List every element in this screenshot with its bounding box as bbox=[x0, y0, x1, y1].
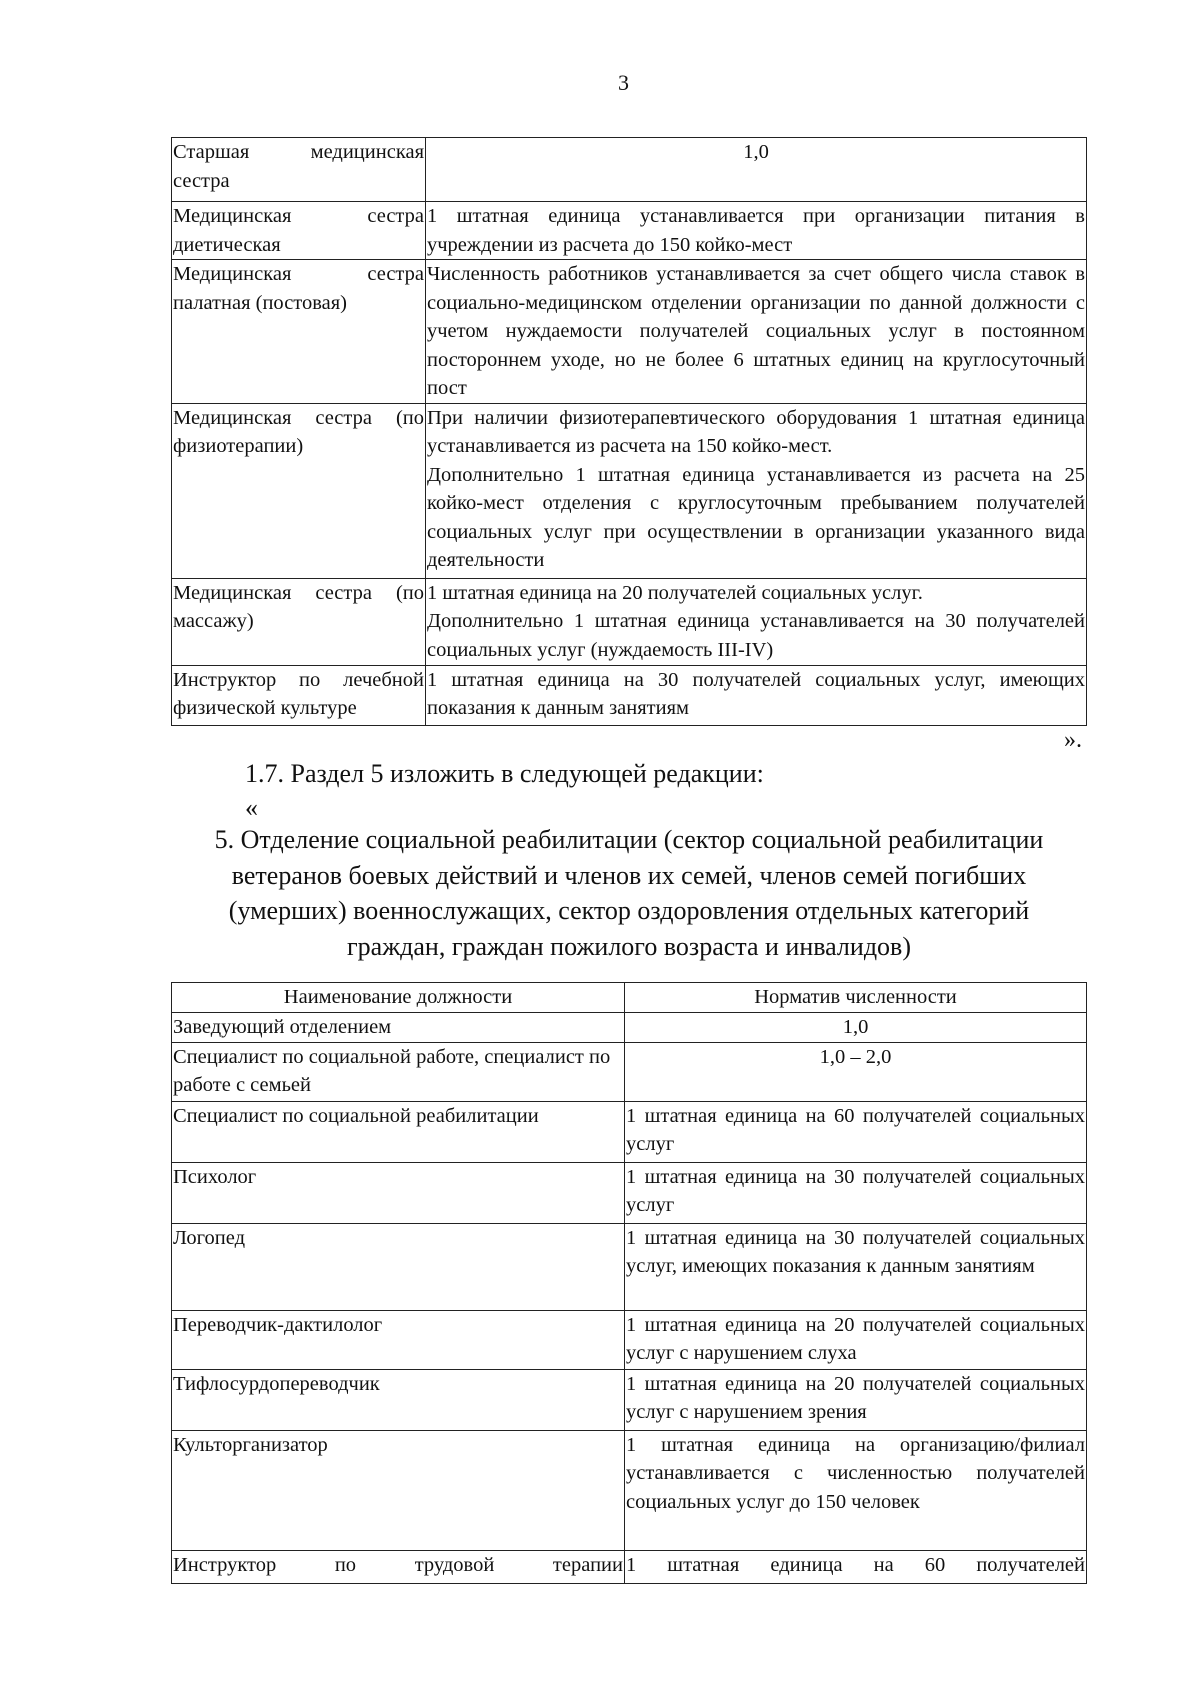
table-row bbox=[172, 260, 1087, 404]
table-header-row bbox=[172, 983, 1087, 1013]
norm-cell: 1,0 – 2,0 bbox=[625, 1042, 1087, 1101]
norm-cell bbox=[426, 578, 1087, 665]
table-row bbox=[172, 1042, 1087, 1101]
norm-cell: 1 штатная единица на 30 получателей социальных услуг, имеющих показания к данным занятиям bbox=[426, 665, 1087, 725]
table-row bbox=[172, 578, 1087, 665]
norm-cell: 1 штатная единица на 30 получателей социальных услуг bbox=[625, 1162, 1087, 1223]
norm-cell: 1 штатная единица на организацию/филиал устанавливается с численностью получателей социальных услуг до 150 человек bbox=[625, 1430, 1087, 1550]
norm-cell: 1,0 bbox=[625, 1012, 1087, 1042]
position-cell: Тифлосурдопереводчик bbox=[172, 1369, 625, 1430]
position-cell: Культорганизатор bbox=[172, 1430, 625, 1550]
norm-cell: 1 штатная единица на 30 получателей социальных услуг, имеющих показания к данным занятиям bbox=[625, 1223, 1087, 1310]
position-cell: Медицинская сестра (по массажу) bbox=[172, 578, 426, 665]
table-row bbox=[172, 1101, 1087, 1162]
position-cell: Медицинская сестра (по физиотерапии) bbox=[172, 403, 426, 578]
norm-text-additional: Дополнительно 1 штатная единица устанавливается из расчета на 25 койко-мест отделения с круглосуточным пребыванием получателей социальных услуг при осуществлении в организации указанного вида деятельности bbox=[427, 463, 1085, 571]
norm-cell: 1 штатная единица устанавливается при организации питания в учреждении из расчета до 150 койко-мест bbox=[426, 202, 1087, 260]
table-row bbox=[172, 1369, 1087, 1430]
norm-cell: 1 штатная единица на 20 получателей социальных услуг с нарушением слуха bbox=[625, 1310, 1087, 1369]
staffing-table-medical bbox=[171, 137, 1087, 726]
position-cell: Старшая медицинская сестра bbox=[172, 138, 426, 202]
position-cell: Заведующий отделением bbox=[172, 1012, 625, 1042]
heading-line: (умерших) военнослужащих, сектор оздоровления отдельных категорий bbox=[228, 896, 1030, 925]
norm-text: При наличии физиотерапевтического оборудования 1 штатная единица устанавливается из расчета на 150 койко-мест. bbox=[427, 406, 1085, 457]
instruction-text: 1.7. Раздел 5 изложить в следующей редакции: bbox=[245, 759, 764, 788]
table-row bbox=[172, 202, 1087, 260]
position-cell: Психолог bbox=[172, 1162, 625, 1223]
position-cell: Специалист по социальной работе, специалист по работе с семьей bbox=[172, 1042, 625, 1101]
table-row bbox=[172, 1310, 1087, 1369]
closing-quote: ». bbox=[1064, 727, 1082, 753]
table-row bbox=[172, 665, 1087, 725]
norm-text-additional: Дополнительно 1 штатная единица устанавливается на 30 получателей социальных услуг (нуждаемость III-IV) bbox=[427, 610, 1085, 661]
position-cell: Логопед bbox=[172, 1223, 625, 1310]
norm-cell bbox=[426, 403, 1087, 578]
table-row bbox=[172, 1012, 1087, 1042]
norm-cell: 1 штатная единица на 20 получателей социальных услуг с нарушением зрения bbox=[625, 1369, 1087, 1430]
norm-cell: 1 штатная единица на 60 получателей bbox=[625, 1550, 1087, 1583]
position-cell: Медицинская сестра палатная (постовая) bbox=[172, 260, 426, 404]
table-row bbox=[172, 1223, 1087, 1310]
heading-line: 5. Отделение социальной реабилитации (сектор социальной реабилитации bbox=[214, 825, 1044, 854]
table-row bbox=[172, 1430, 1087, 1550]
table-row bbox=[172, 138, 1087, 202]
position-cell: Переводчик-дактилолог bbox=[172, 1310, 625, 1369]
norm-cell: Численность работников устанавливается за счет общего числа ставок в социально-медицинском отделении организации по данной должности с учетом нуждаемости получателей социальных услуг в постоянном постороннем уходе, но не более 6 штатных единиц на круглосуточный пост bbox=[426, 260, 1087, 404]
position-cell: Медицинская сестра диетическая bbox=[172, 202, 426, 260]
table-row bbox=[172, 1550, 1087, 1583]
header-position: Наименование должности bbox=[172, 983, 625, 1013]
table-row bbox=[172, 1162, 1087, 1223]
position-cell: Специалист по социальной реабилитации bbox=[172, 1101, 625, 1162]
norm-text: 1 штатная единица на 20 получателей социальных услуг. bbox=[427, 581, 923, 604]
heading-line: граждан, граждан пожилого возраста и инвалидов) bbox=[346, 931, 911, 961]
position-cell: Инструктор по трудовой терапии bbox=[172, 1550, 625, 1583]
header-norm: Норматив численности bbox=[625, 983, 1087, 1013]
page-number: 3 bbox=[618, 70, 629, 95]
norm-cell: 1 штатная единица на 60 получателей социальных услуг bbox=[625, 1101, 1087, 1162]
staffing-table-rehabilitation bbox=[171, 982, 1087, 1584]
position-cell: Инструктор по лечебной физической культуре bbox=[172, 665, 426, 725]
section-heading bbox=[171, 822, 1087, 964]
table-row bbox=[172, 403, 1087, 578]
norm-cell: 1,0 bbox=[426, 138, 1087, 202]
opening-quote: « bbox=[245, 793, 258, 822]
heading-line: ветеранов боевых действий и членов их семей, членов семей погибших bbox=[231, 860, 1027, 890]
